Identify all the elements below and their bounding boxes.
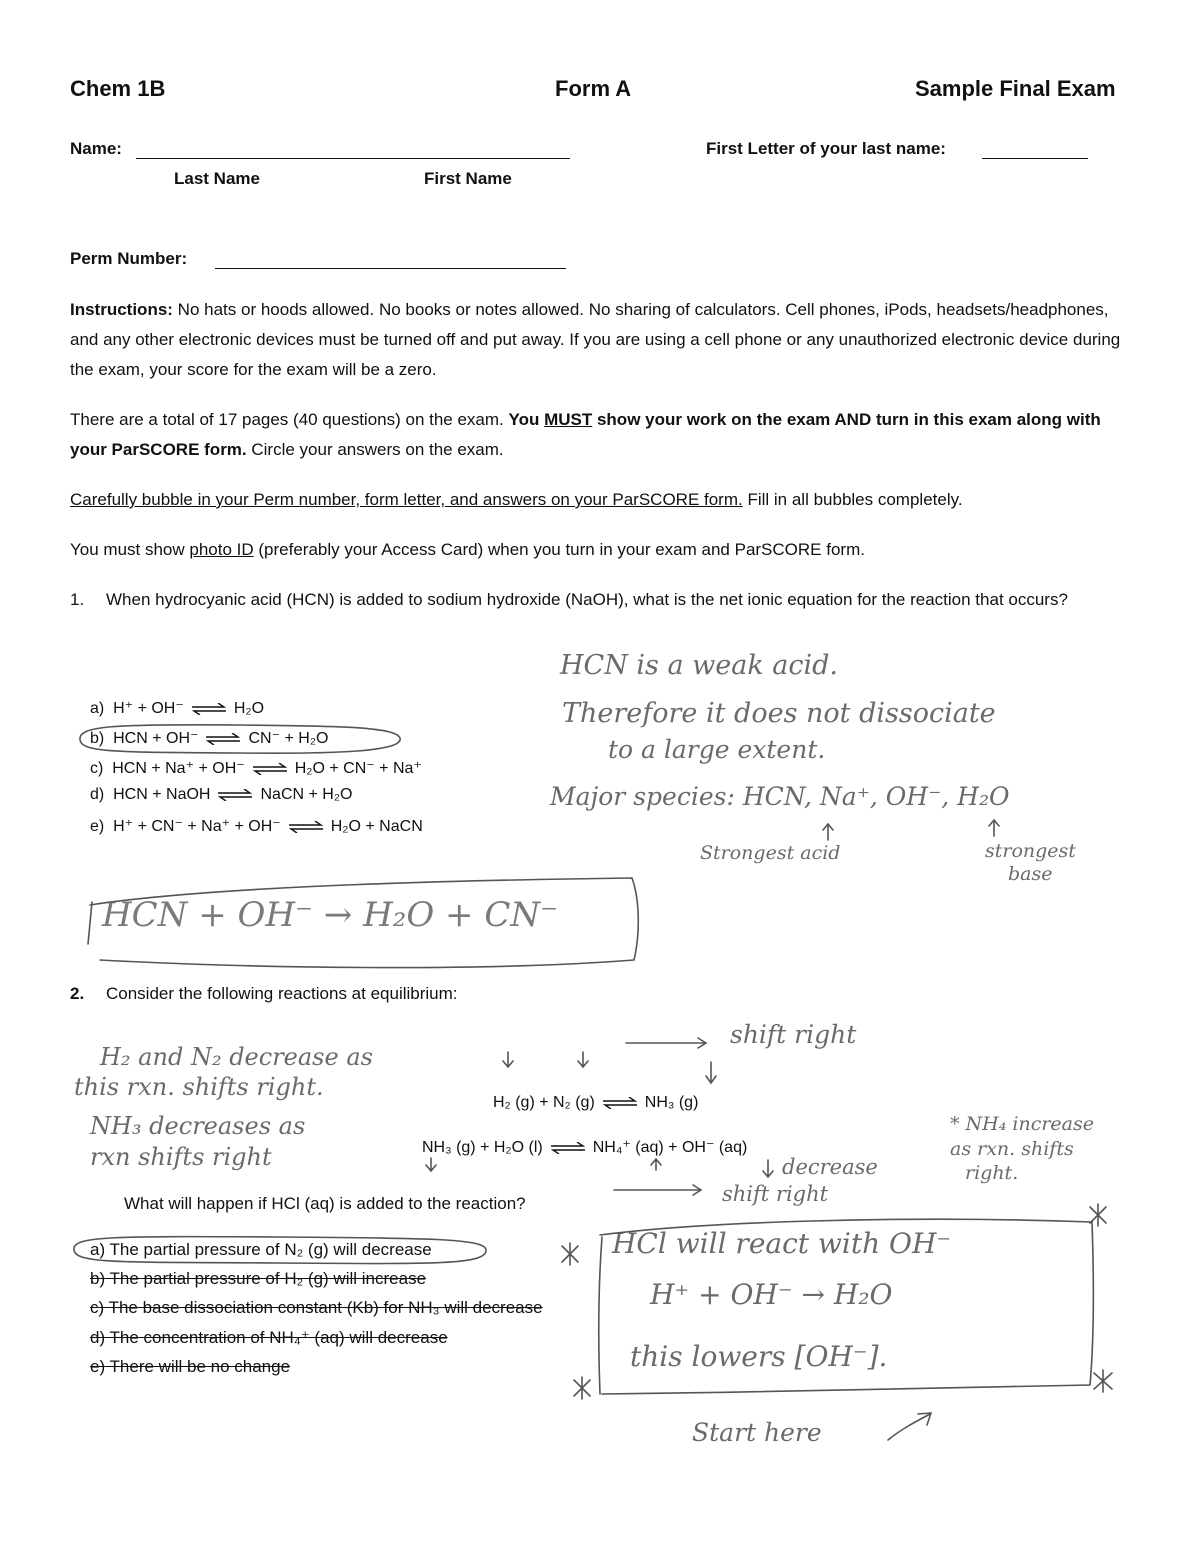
note-nh3-2: rxn shifts right: [90, 1143, 272, 1171]
instructions-label: Instructions:: [70, 300, 173, 319]
star-mark-icon: [1094, 1370, 1112, 1392]
star-mark-icon: [562, 1243, 578, 1265]
pages-text: There are a total of 17 pages (40 questions) on the exam.: [70, 410, 509, 429]
name-label: Name:: [70, 139, 122, 158]
q2-reaction-2: NH₃ (g) + H₂O (l) NH₄⁺ (aq) + OH⁻ (aq): [422, 1139, 748, 1156]
note-h2n2-2: this rxn. shifts right.: [74, 1073, 324, 1101]
note-nh4-1: * NH₄ increase: [950, 1113, 1094, 1135]
note-strongest-acid: Strongest acid: [700, 842, 841, 864]
q1-option-d[interactable]: d) HCN + NaOH NaCN + H₂O: [90, 786, 353, 803]
note-therefore: Therefore it does not dissociate: [562, 698, 996, 729]
photo-id: photo ID: [189, 540, 254, 559]
arrow-up-icon: [989, 820, 999, 836]
arrow-up-icon: [823, 824, 833, 840]
answer-box-q1-left: [88, 902, 92, 944]
q2-option-b[interactable]: b) The partial pressure of H₂ (g) will increase: [90, 1269, 427, 1288]
arrow-down-icon: [706, 1062, 716, 1083]
must-word: MUST: [544, 410, 593, 429]
note-box-2: H⁺ + OH⁻ → H₂O: [650, 1278, 893, 1311]
first-name-caption: First Name: [424, 169, 512, 188]
photo-pre: You must show: [70, 540, 190, 559]
last-name-caption: Last Name: [174, 169, 260, 188]
q1-answer-note: HCN + OH⁻ → H₂O + CN⁻: [102, 895, 559, 935]
note-strongest-base-2: base: [1008, 863, 1053, 885]
arrow-down-icon: [578, 1052, 588, 1067]
arrow-down-icon: [763, 1160, 773, 1177]
q2-option-d[interactable]: d) The concentration of NH₄⁺ (aq) will decrease: [90, 1328, 448, 1347]
answer-circle-q1: [80, 725, 400, 753]
q2-option-e[interactable]: e) There will be no change: [90, 1357, 291, 1376]
arrow-up-icon: [651, 1159, 661, 1170]
answer-box-q2: [600, 1219, 1093, 1394]
note-h2n2-1: H₂ and N₂ decrease as: [100, 1043, 373, 1071]
star-mark-icon: [574, 1377, 590, 1399]
q1-number: 1.: [70, 590, 85, 609]
instructions-text: No hats or hoods allowed. No books or notes allowed. No sharing of calculators. Cell phones, iPods, headsets/headphones, and any other electronic devices must be turned off and put away. If you are using a cell phone or any unauthorized electronic device during the exam, your score for the exam will be a zero.: [70, 300, 1121, 379]
note-strongest-base-1: strongest: [985, 840, 1076, 862]
answer-circle-q2: [74, 1237, 486, 1264]
first-letter-label: First Letter of your last name:: [706, 139, 946, 158]
q2-text: Consider the following reactions at equilibrium:: [106, 984, 458, 1003]
must-post: show your work on the exam AND turn in this exam along with your ParSCORE form.: [70, 410, 1101, 459]
q2-option-a[interactable]: a) The partial pressure of N₂ (g) will decrease: [90, 1240, 432, 1259]
q1-option-c[interactable]: c) HCN + Na⁺ + OH⁻ H₂O + CN⁻ + Na⁺: [90, 760, 422, 777]
form-label: Form A: [555, 76, 632, 101]
q2-number: 2.: [70, 984, 85, 1003]
photo-post: (preferably your Access Card) when you turn in your exam and ParSCORE form.: [253, 540, 865, 559]
note-box-1: HCl will react with OH⁻: [612, 1227, 952, 1260]
q1-option-a[interactable]: a) H⁺ + OH⁻ H₂O: [90, 700, 265, 717]
q1-text: When hydrocyanic acid (HCN) is added to sodium hydroxide (NaOH), what is the net ionic equation for the reaction that occurs?: [106, 590, 1068, 609]
bubble-rest: Fill in all bubbles completely.: [742, 490, 963, 509]
arrow-up-right-icon: [888, 1413, 931, 1440]
arrow-right-icon: [614, 1185, 701, 1195]
bubble-underlined: Carefully bubble in your Perm number, form letter, and answers on your ParSCORE form.: [70, 490, 743, 509]
answer-box-q1: [90, 878, 638, 968]
note-nh4-2: as rxn. shifts: [950, 1138, 1074, 1160]
note-nh4-3: right.: [965, 1162, 1019, 1184]
note-decrease: decrease: [782, 1155, 878, 1179]
exam-title: Sample Final Exam: [915, 76, 1116, 101]
circle-text: Circle your answers on the exam.: [246, 440, 504, 459]
q1-option-e[interactable]: e) H⁺ + CN⁻ + Na⁺ + OH⁻ H₂O + NaCN: [90, 818, 423, 835]
note-weak-acid: HCN is a weak acid.: [560, 650, 839, 681]
note-extent: to a large extent.: [608, 735, 826, 764]
answer-box-q2-left: [599, 1237, 602, 1394]
course-title: Chem 1B: [70, 76, 166, 101]
note-shift-right-top: shift right: [730, 1020, 857, 1049]
q2-option-c[interactable]: c) The base dissociation constant (Kb) for NH₃ will decrease: [90, 1298, 543, 1317]
note-start-here: Start here: [692, 1418, 822, 1447]
arrow-right-icon: [626, 1038, 706, 1048]
note-major-species: Major species: HCN, Na⁺, OH⁻, H₂O: [550, 782, 1010, 811]
q2-question: What will happen if HCl (aq) is added to the reaction?: [124, 1194, 526, 1213]
note-shift-right-mid: shift right: [722, 1182, 829, 1206]
arrow-down-icon: [503, 1052, 513, 1067]
perm-label: Perm Number:: [70, 249, 188, 268]
must-pre: You: [508, 410, 545, 429]
q2-reaction-1: H₂ (g) + N₂ (g) NH₃ (g): [493, 1094, 699, 1111]
note-nh3-1: NH₃ decreases as: [90, 1112, 306, 1140]
arrow-down-icon: [426, 1158, 436, 1171]
note-box-3: this lowers [OH⁻].: [630, 1340, 888, 1373]
q1-option-b[interactable]: b) HCN + OH⁻ CN⁻ + H₂O: [90, 730, 329, 747]
